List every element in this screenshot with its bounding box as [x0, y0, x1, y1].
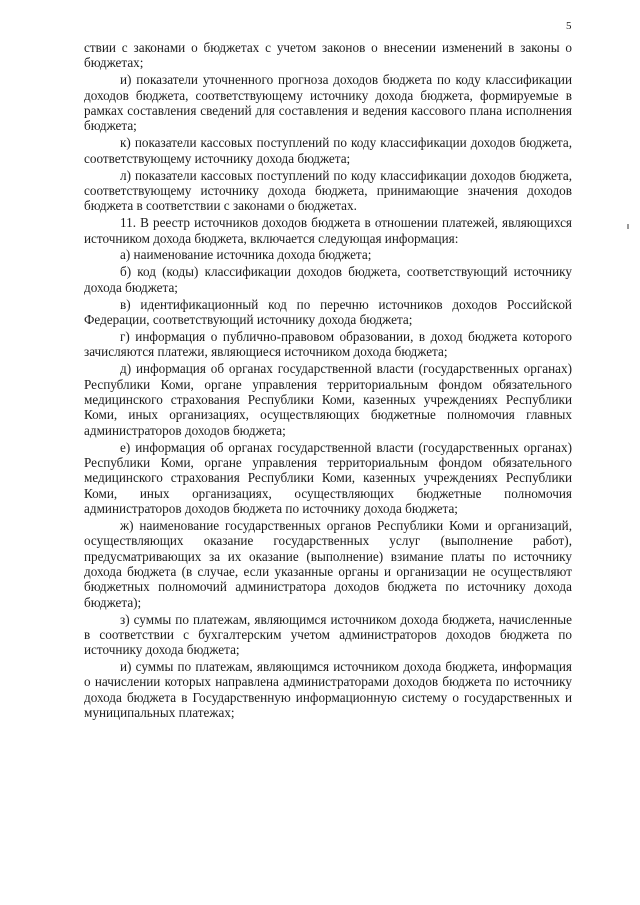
paragraph-item-a: а) наименование источника дохода бюджета;: [120, 247, 372, 263]
paragraph-item-v: в) идентификационный код по перечню источников доходов Российской Федерации, соответствующий источнику дохода бюджета;: [84, 296, 572, 327]
paragraph-item-z: з) суммы по платежам, являющимся источником дохода бюджета, начисленные в соответствии с бухгалтерским учетом администраторов доходов бюджета по источнику дохода бюджета;: [84, 611, 572, 658]
page-number: 5: [566, 20, 572, 32]
paragraph-section-11: 11. В реестр источников доходов бюджета в отношении платежей, являющихся источником дохода бюджета, включается следующая информация:: [84, 215, 572, 246]
paragraph-item-k: к) показатели кассовых поступлений по коду классификации доходов бюджета, соответствующему источнику дохода бюджета;: [84, 135, 572, 166]
paragraph-item-g: г) информация о публично-правовом образовании, в доход бюджета которого зачисляются платежи, являющиеся источником дохода бюджета;: [84, 328, 572, 360]
paragraph-item-i2: и) суммы по платежам, являющимся источником дохода бюджета, информация о начислении которых направлена администраторами доходов бюджета по источнику дохода бюджета в Государственную информационную систему о государственных и муниципальных платежах;: [84, 659, 572, 721]
paragraph-item-i: и) показатели уточненного прогноза доходов бюджета по коду классификации доходов бюджета, соответствующему источнику дохода бюджета, формируемые в рамках составления сведений для составления и ведения кассового плана исполнения бюджета;: [84, 72, 572, 134]
paragraph-item-d: д) информация об органах государственной власти (государственных органах) Республики Коми, органе управления территориальным фондом обязательного медицинского страхования Республики Коми, казенных учреждениях Республики Коми, иных организациях, осуществляющих бюджетные полномочия главных администраторов доходов бюджета;: [84, 361, 572, 438]
margin-mark: [627, 224, 629, 229]
paragraph-item-zh: ж) наименование государственных органов Республики Коми и организаций, осуществляющих оказание государственных услуг (выполнение работ), предусматривающих за их оказание (выполнение) взимание платы по источнику дохода бюджета (в случае, если указанные органы и организации не осуществляют бюджетных полномочий администратора доходов бюджета по источнику дохода бюджета);: [84, 517, 572, 610]
paragraph-continuation: ствии с законами о бюджетах с учетом законов о внесении изменений в законы о бюджетах;: [84, 40, 572, 71]
paragraph-item-b: б) код (коды) классификации доходов бюджета, соответствующий источнику дохода бюджета;: [84, 264, 572, 295]
document-body: [84, 40, 572, 722]
paragraph-item-e: е) информация об органах государственной власти (государственных органах) Республики Коми, органе управления территориальным фондом обязательного медицинского страхования Республики Коми, казенных учреждениях Республики Коми, иных организациях, осуществляющих бюджетные полномочия администраторов доходов бюджета по источнику дохода бюджета;: [84, 439, 572, 516]
paragraph-item-l: л) показатели кассовых поступлений по коду классификации доходов бюджета, соответствующему источнику дохода бюджета, принимающие значения доходов бюджета в соответствии с законами о бюджетах.: [84, 167, 572, 214]
